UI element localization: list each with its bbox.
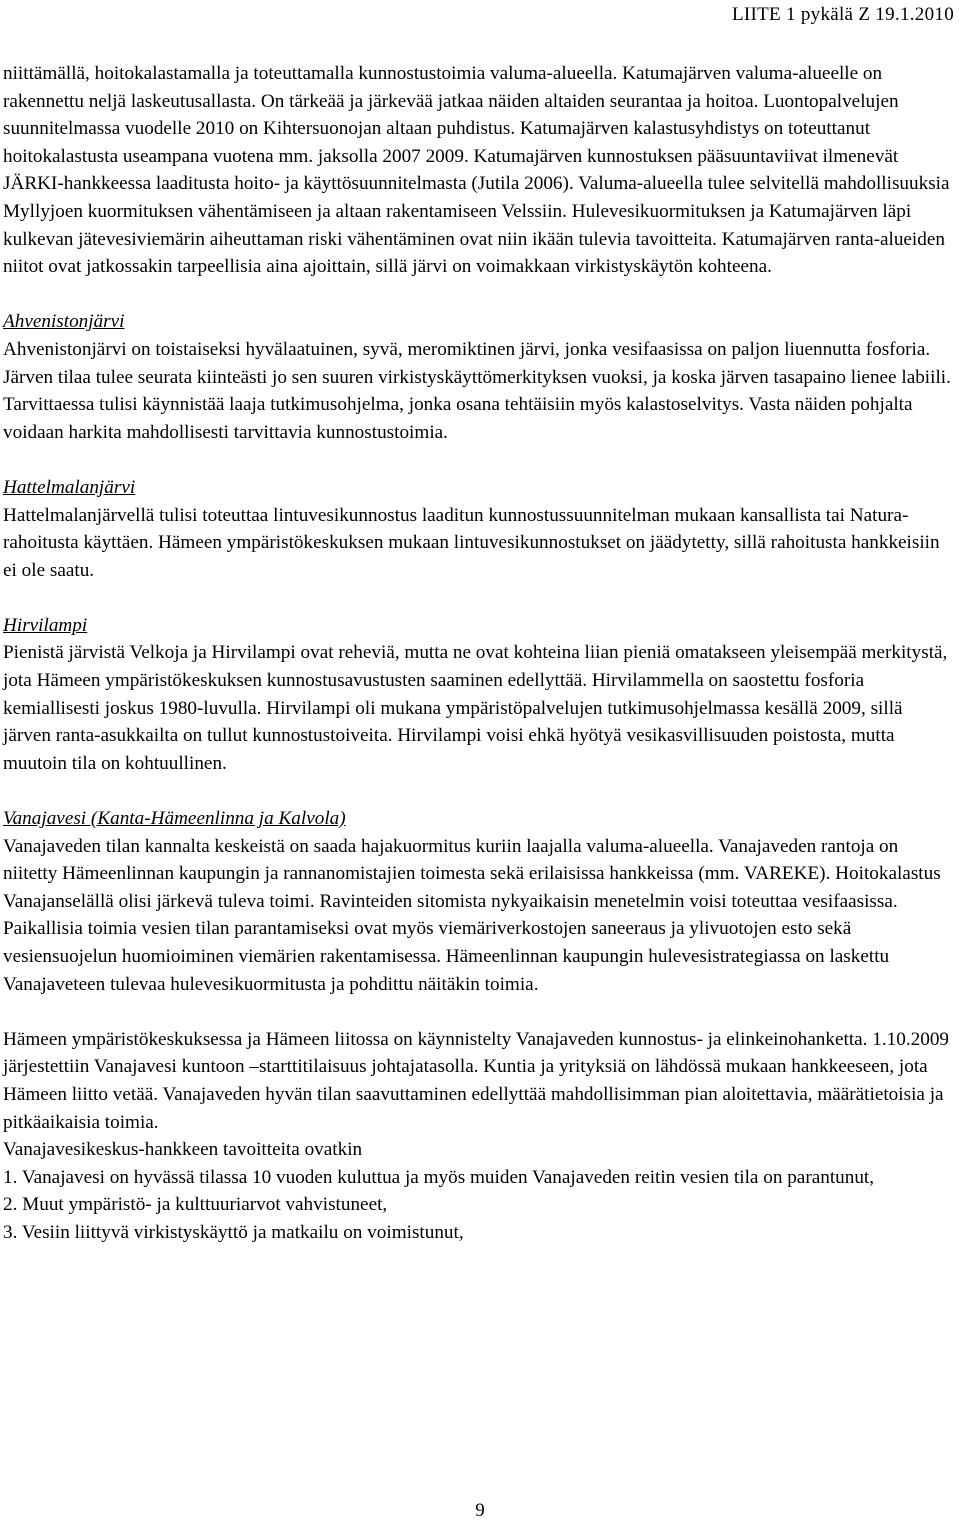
section-heading-vanajavesi: Vanajavesi (Kanta-Hämeenlinna ja Kalvola)	[3, 808, 346, 830]
intro-paragraph: niittämällä, hoitokalastamalla ja toteuttamalla kunnostustoimia valuma-alueella. Katumajärven valuma-alueelle on rakennettu neljä laskeutusallasta. On tärkeää ja järkevää jatkaa näiden altaiden seurantaa ja hoitoa. Luontopalvelujen suunnitelmassa vuodelle 2010 on Kihtersuonojan altaan puhdistus. Katumajärven kalastusyhdistys on toteuttanut hoitokalastusta useampana vuotena mm. jaksolla 2007 2009. Katumajärven kunnostuksen pääsuuntaviivat ilmenevät JÄRKI-hankkeessa laaditusta hoito- ja käyttösuunnitelmasta (Jutila 2006). Valuma-alueella tulee selvitellä mahdollisuuksia Myllyjoen kuormituksen vähentämiseen ja altaan rakentamiseen Velssiin. Hulevesikuormituksen ja Katumajärven läpi kulkevan jätevesiviemärin aiheuttaman riski vähentäminen ovat niin ikään tulevia tavoitteita. Katumajärven ranta-alueiden niitot ovat jatkossakin tarpeellisia aina ajoittain, sillä järvi on voimakkaan virkistyskäytön kohteena.	[3, 63, 950, 278]
section-heading-hirvilampi: Hirvilampi	[3, 614, 88, 636]
section-heading-ahvenistonjarvi: Ahvenistonjärvi	[3, 311, 125, 333]
section-body-vanajavesi: Vanajaveden tilan kannalta keskeistä on saada hajakuormitus kuriin laajalla valuma-alueella. Vanajaveden rantoja on niitetty Hämeenlinnan kaupungin ja rannanomistajien toimesta sekä erilaisissa hankkeissa (mm. VAREKE). Hoitokalastus Vanajanselällä olisi järkevä tuleva toimi. Ravinteiden sitomista nykyaikaisin menetelmin voisi toteuttaa vesifaasissa. Paikallisia toimia vesien tilan parantamiseksi ovat myös viemäriverkostojen saneeraus ja ylivuotojen esto sekä vesiensuojelun huomioiminen viemärien rakentamisessa. Hämeenlinnan kaupungin hulevesistrategiassa on laskettu Vanajaveteen tulevaa hulevesikuormitusta ja pohdittu näitäkin toimia.	[3, 835, 941, 995]
page-number: 9	[475, 1500, 485, 1521]
goals-intro: Vanajavesikeskus-hankkeen tavoitteita ovatkin	[3, 1139, 363, 1161]
goal-item: 2. Muut ympäristö- ja kulttuuriarvot vahvistuneet,	[3, 1194, 388, 1216]
section-heading-hattelmalanjarvi: Hattelmalanjärvi	[3, 476, 136, 498]
section-body-hirvilampi: Pienistä järvistä Velkoja ja Hirvilampi ovat reheviä, mutta ne ovat kohteina liian pieniä omatakseen yleisempää merkitystä, jota Hämeen ympäristökeskuksen kunnostusavustusten saaminen edellyttää. Hirvilammella on saostettu fosforia kemiallisesti joskus 1980-luvulla. Hirvilampi oli mukana ympäristöpalvelujen tutkimusohjelmassa kesällä 2009, sillä järven ranta-asukkailta on tullut kunnostustoiveita. Hirvilampi voisi ehkä hyötyä vesikasvillisuuden poistosta, mutta muutoin tila on kohtuullinen.	[3, 642, 948, 774]
goal-item: 3. Vesiin liittyvä virkistyskäyttö ja matkailu on voimistunut,	[3, 1221, 464, 1243]
document-body	[3, 60, 953, 1247]
page-header: LIITE 1 pykälä Z 19.1.2010	[731, 4, 954, 25]
section-body-hattelmalanjarvi: Hattelmalanjärvellä tulisi toteuttaa lintuvesikunnostus laaditun kunnostussuunnitelman mukaan kansallista tai Natura-rahoitusta käyttäen. Hämeen ympäristökeskuksen mukaan lintuvesikunnostukset on jäädytetty, sillä rahoitusta hankkeisiin ei ole saatu.	[3, 504, 940, 581]
goal-item: 1. Vanajavesi on hyvässä tilassa 10 vuoden kuluttua ja myös muiden Vanajaveden reitin vesien tila on parantunut,	[3, 1166, 875, 1188]
closing-paragraph: Hämeen ympäristökeskuksessa ja Hämeen liitossa on käynnistelty Vanajaveden kunnostus- ja elinkeinohanketta. 1.10.2009 järjestettiin Vanajavesi kuntoon –starttitilaisuus johtajatasolla. Kuntia ja yrityksiä on lähdössä mukaan hankkeeseen, jota Hämeen liitto vetää. Vanajaveden hyvän tilan saavuttaminen edellyttää mahdollisimman pian aloitettavia, määrätietoisia ja pitkäaikaisia toimia.	[3, 1028, 950, 1133]
section-body-ahvenistonjarvi: Ahvenistonjärvi on toistaiseksi hyvälaatuinen, syvä, meromiktinen järvi, jonka vesifaasissa on paljon liuennutta fosforia. Järven tilaa tulee seurata kiinteästi jo sen suuren virkistyskäyttömerkityksen vuoksi, ja koska järven tasapaino lienee labiili. Tarvittaessa tulisi käynnistää laaja tutkimusohjelma, jonka osana tehtäisiin myös kalastoselvitys. Vasta näiden pohjalta voidaan harkita mahdollisesti tarvittavia kunnostustoimia.	[3, 338, 951, 443]
